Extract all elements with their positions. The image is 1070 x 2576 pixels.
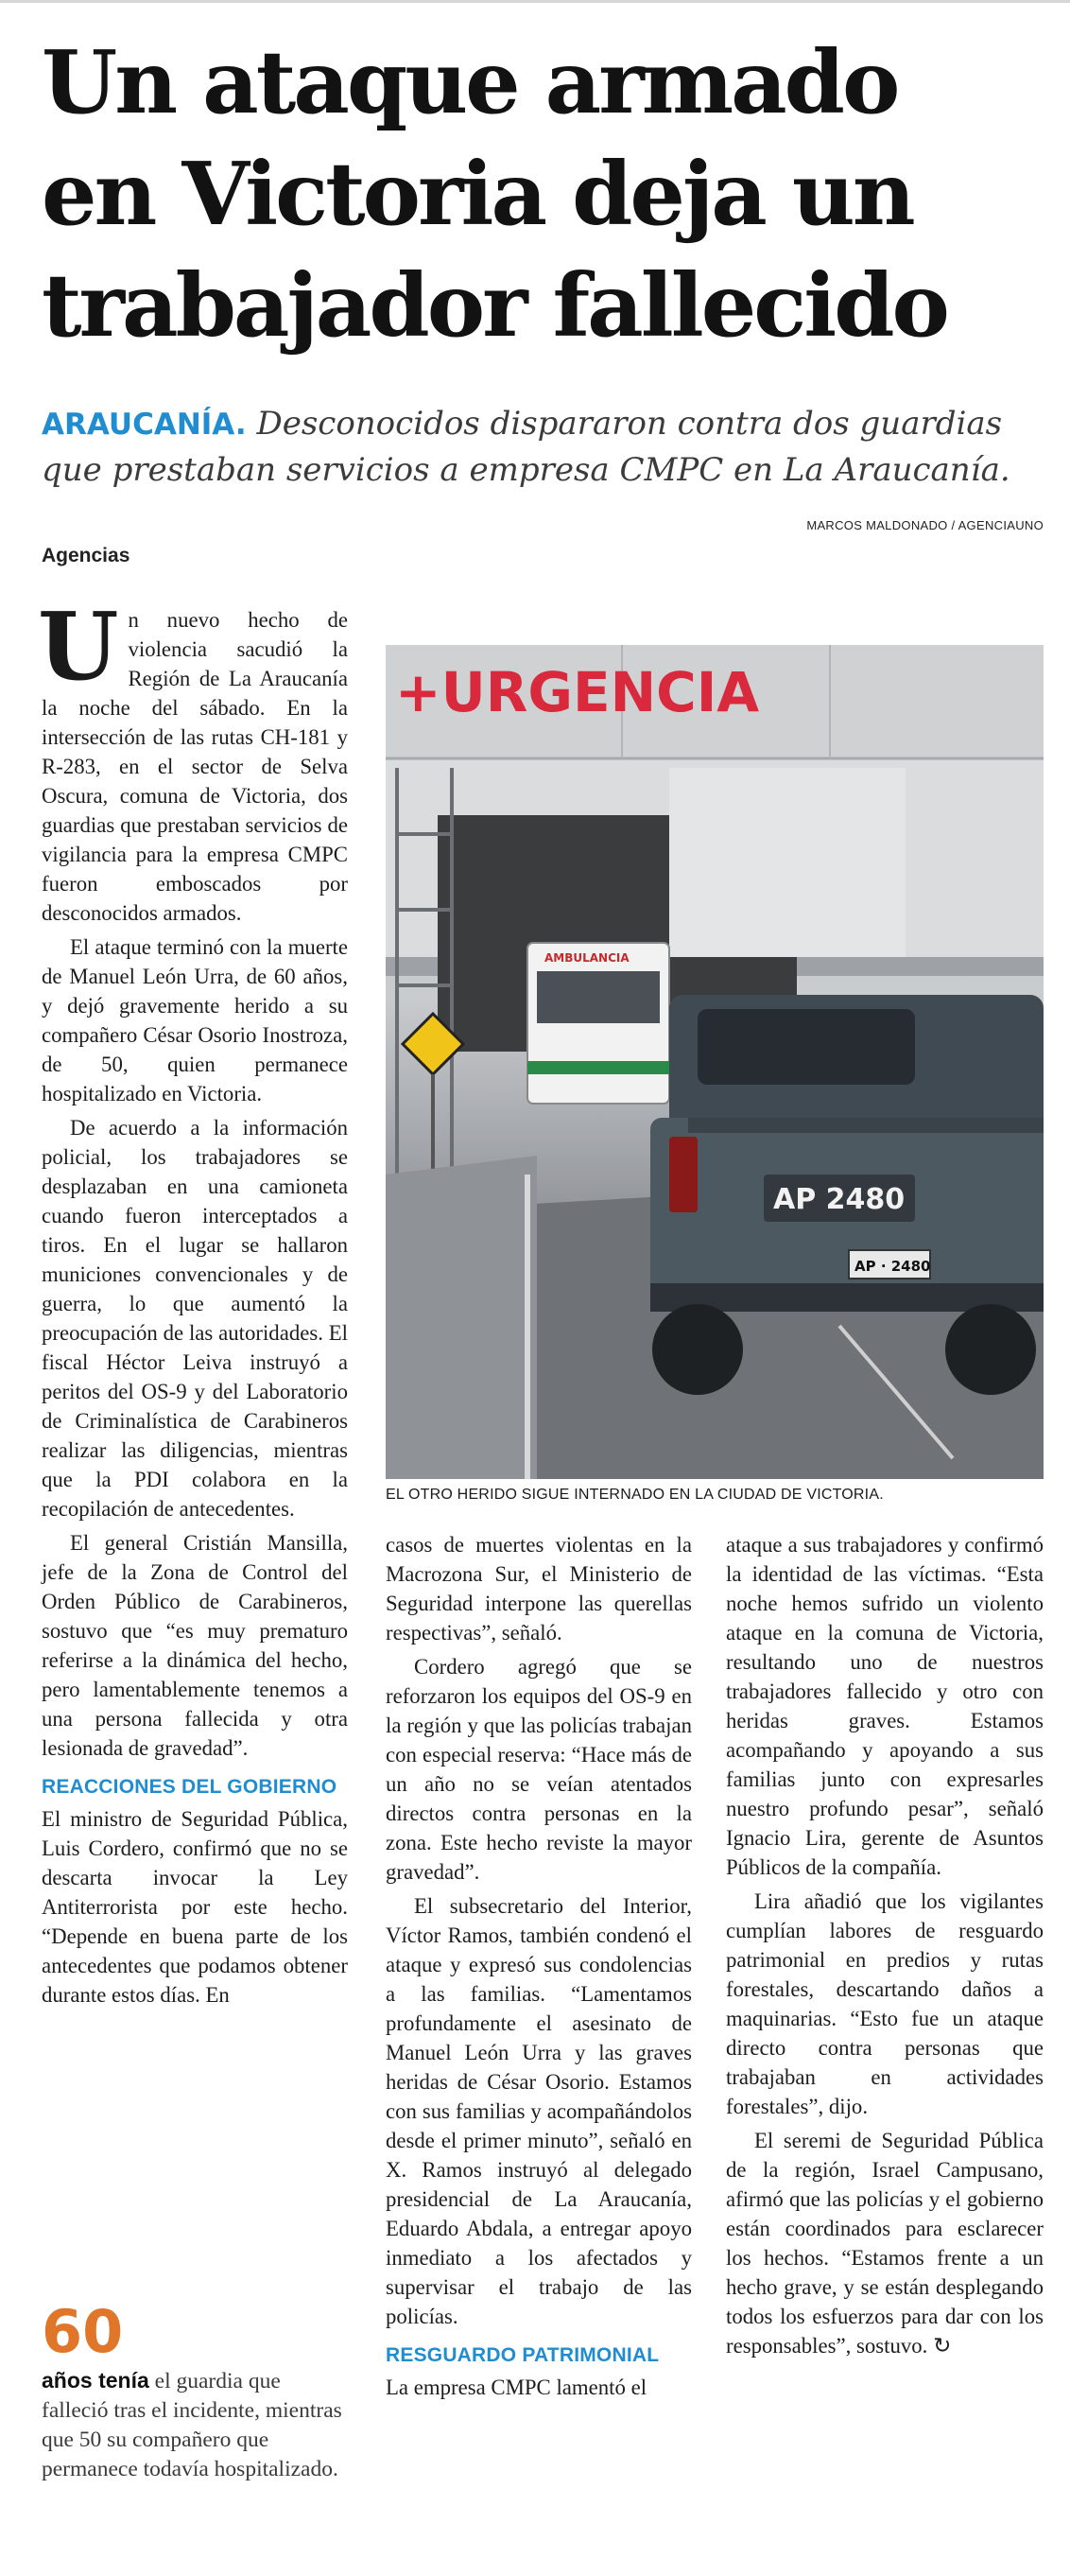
paragraph: El general Cristián Mansilla, jefe de la Zona de Control del Orden Público de Carabineros, sostuvo que “es muy prematuro referirse a la dinámica del hecho, pero lamentablemente tenemos a una persona fallecida y otra lesionada de gravedad”. [42, 1531, 348, 1760]
subhead-kicker: ARAUCANÍA. [42, 408, 247, 442]
paragraph: Cordero agregó que se reforzaron los equipos del OS-9 en la región y que las policías trabajan con especial reserva: “Hace más de un año no se veían atentados directos contra personas en la zona. Este hecho reviste la mayor gravedad”. [386, 1655, 692, 1884]
paragraph: Un nuevo hecho de violencia sacudió la Región de La Araucanía la noche del sábado. En la intersección de las rutas CH-181 y R-283, en el sector de Selva Oscura, comuna de Victoria, dos guardias que prestaban servicios de vigilancia para la empresa CMPC fueron emboscados por desconocidos armados. [38, 593, 348, 925]
license-plate: AP · 2480 [854, 1258, 931, 1275]
paragraph: El ataque terminó con la muerte de Manuel León Urra, de 60 años, y dejó gravemente herido a su compañero César Osorio Inostroza, de 50, quien permanece hospitalizado en Victoria. [42, 935, 348, 1105]
paragraph: casos de muertes violentas en la Macrozona Sur, el Ministerio de Seguridad interpone las querellas respectivas”, señaló. [386, 1533, 692, 1645]
news-photo [386, 645, 1044, 1479]
photo-caption: EL OTRO HERIDO SIGUE INTERNADO EN LA CIUDAD DE VICTORIA. [386, 1487, 884, 1503]
photo-credit: MARCOS MALDONADO / AGENCIAUNO [806, 518, 1044, 532]
paragraph: ataque a sus trabajadores y confirmó la identidad de las víctimas. “Esta noche hemos sufrido un violento ataque en la comuna de Victoria, resultando uno de nuestros trabajadores fallecido y otro con heridas graves. Estamos acompañando y apoyando a sus familias junto con expresarles nuestro profundo pesar”, señaló Ignacio Lira, gerente de Asuntos Públicos de la compañía. [726, 1533, 1044, 1879]
paragraph: El subsecretario del Interior, Víctor Ramos, también condenó el ataque y expresó sus condolencias a las familias. “Lamentamos profundamente el asesinato de Manuel León Urra y las graves heridas de César Osorio. Estamos con sus familias y acompañándolos desde el primer minuto”, señaló en X. Ramos instruyó al delegado presidencial de La Araucanía, Eduardo Abdala, a entregar apoyo inmediato a los afectados y supervisar el trabajo de las policías. [386, 1894, 692, 2328]
photo-illustration [386, 645, 1044, 1479]
article-column-2 [386, 1530, 692, 2407]
byline: Agencias [42, 545, 130, 566]
urgencia-sign: +URGENCIA [395, 660, 760, 724]
truck-plate: AP 2480 [773, 1183, 906, 1216]
section-heading-reacciones: REACCIONES DEL GOBIERNO [42, 1776, 337, 1798]
paragraph: De acuerdo a la información policial, los trabajadores se desplazaban en una camioneta cuando fueron interceptados a tiros. En el lugar se hallaron municiones convencionales y de guerra, lo que aumentó la preocupación de las autoridades. El fiscal Héctor Leiva instruyó a peritos del OS-9 y del Laboratorio de Criminalística de Carabineros realizar las diligencias, mientras que la PDI colabora en la recopilación de antecedentes. [42, 1116, 348, 1521]
headline [42, 26, 1044, 361]
headline-line-1: Un ataque armado [42, 31, 898, 133]
top-rule [0, 0, 1070, 3]
paragraph: El seremi de Seguridad Pública de la región, Israel Campusano, afirmó que las policías y el gobierno están coordinados para esclarecer los hechos. “Estamos frente a un hecho grave, y se están desplegando todos los esfuerzos para dar con los responsables”, sostuvo. ↻ [726, 2129, 1044, 2358]
stat-callout [42, 2298, 348, 2484]
headline-line-3: trabajador fallecido [42, 254, 947, 357]
headline-line-2: en Victoria deja un [42, 143, 913, 245]
article-column-3 [726, 1530, 1044, 2365]
stat-text: años tenía el guardia que falleció tras el incidente, mientras que 50 su compañero que permanece todavía hospitalizado. [42, 2368, 342, 2481]
ambulance-label: AMBULANCIA [544, 951, 630, 965]
paragraph: Lira añadió que los vigilantes cumplían labores de resguardo patrimonial en predios y rutas forestales, descartando daños a maquinarias. “Esto fue un ataque directo contra personas que trabajaban en actividades forestales”, dijo. [726, 1889, 1044, 2118]
paragraph: El ministro de Seguridad Pública, Luis Cordero, confirmó que no se descarta invocar la Ley Antiterrorista por este hecho. “Depende en buena parte de los antecedentes que podamos obtener durante estos días. En [42, 1807, 348, 2007]
article-column-1 [38, 593, 348, 2014]
drop-cap: U [38, 593, 119, 702]
subheadline [42, 401, 1044, 493]
end-mark-icon: ↻ [927, 2334, 952, 2358]
section-heading-resguardo: RESGUARDO PATRIMONIAL [386, 2344, 660, 2366]
paragraph: La empresa CMPC lamentó el [386, 2376, 647, 2399]
subhead-text: Desconocidos dispararon contra dos guardias que prestaban servicios a empresa CMPC en La Araucanía. [42, 405, 1010, 489]
stat-number: 60 [42, 2297, 124, 2366]
